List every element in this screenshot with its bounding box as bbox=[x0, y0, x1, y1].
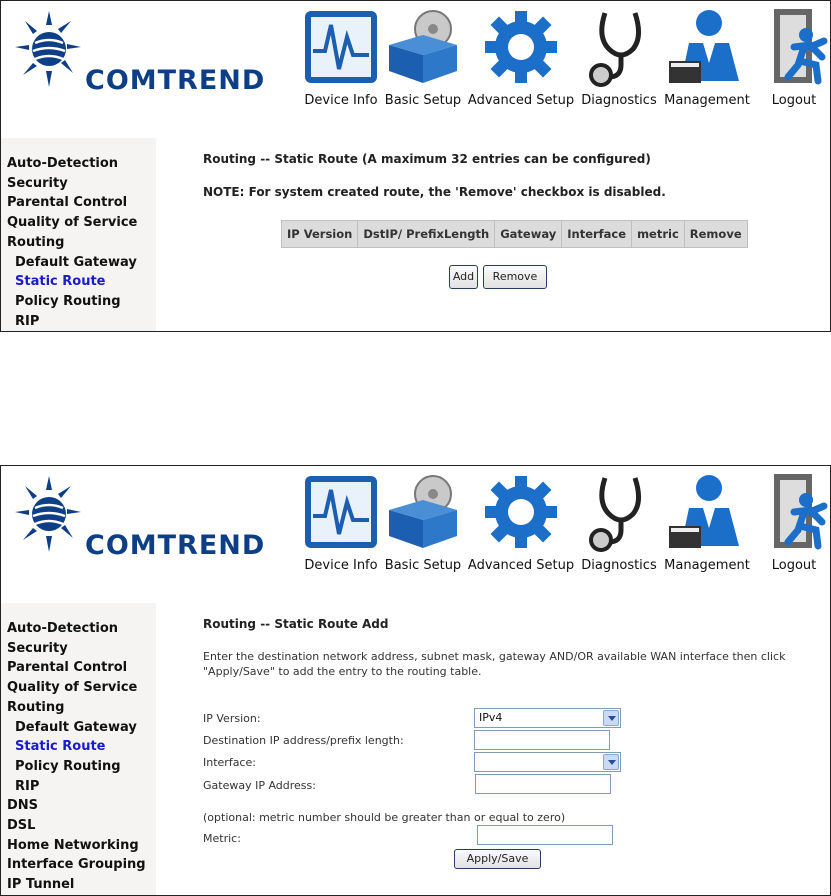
page-description: Enter the destination network address, subnet mask, gateway AND/OR available WAN interface then click "Apply/Save" to add the entry to the routing table. bbox=[203, 650, 786, 678]
management-icon bbox=[667, 7, 747, 87]
metric-label: Metric: bbox=[203, 832, 241, 845]
ip-version-label: IP Version: bbox=[203, 712, 261, 725]
static-route-table bbox=[281, 220, 748, 248]
nav-label: Basic Setup bbox=[384, 93, 462, 108]
nav-label: Basic Setup bbox=[384, 558, 462, 573]
logout-icon bbox=[754, 7, 831, 87]
sidebar-item-security[interactable]: Security bbox=[7, 175, 68, 191]
nav-label: Management bbox=[664, 93, 750, 108]
sidebar-item-parental-control[interactable]: Parental Control bbox=[7, 195, 128, 211]
sidebar-item-default-gateway[interactable]: Default Gateway bbox=[15, 719, 137, 735]
sidebar-item-routing[interactable]: Routing bbox=[7, 699, 65, 715]
sidebar-item-dns[interactable]: DNS bbox=[7, 798, 39, 814]
destination-label: Destination IP address/prefix length: bbox=[203, 734, 404, 747]
add-button[interactable]: Add bbox=[449, 265, 478, 289]
sidebar-item-home-networking[interactable]: Home Networking bbox=[7, 837, 139, 853]
sidebar bbox=[1, 138, 156, 331]
nav-label: Diagnostics bbox=[581, 93, 657, 108]
nav-basic-setup[interactable] bbox=[377, 7, 469, 117]
nav-advanced-setup[interactable] bbox=[467, 7, 575, 117]
sidebar-item-policy-routing[interactable]: Policy Routing bbox=[15, 293, 121, 309]
interface-select[interactable] bbox=[474, 752, 621, 772]
sidebar-item-parental-control[interactable]: Parental Control bbox=[7, 660, 128, 676]
apply-save-button[interactable]: Apply/Save bbox=[454, 849, 541, 869]
sidebar-item-routing[interactable]: Routing bbox=[7, 234, 65, 250]
comtrend-logo bbox=[13, 9, 283, 109]
page-title: Routing -- Static Route (A maximum 32 entries can be configured) bbox=[203, 152, 651, 166]
nav-label: Device Info bbox=[304, 93, 378, 108]
nav-logout[interactable] bbox=[748, 472, 831, 582]
sidebar-item-default-gateway[interactable]: Default Gateway bbox=[15, 254, 137, 270]
sidebar-item-quality-of-service[interactable]: Quality of Service bbox=[7, 680, 138, 696]
sidebar-item-auto-detection[interactable]: Auto-Detection bbox=[7, 156, 119, 171]
page-note: NOTE: For system created route, the 'Remove' checkbox is disabled. bbox=[203, 185, 666, 199]
management-icon bbox=[667, 472, 747, 552]
column-header: DstIP/ PrefixLength bbox=[358, 221, 495, 248]
sidebar-item-rip[interactable]: RIP bbox=[15, 313, 40, 329]
logo-text: COMTREND bbox=[85, 65, 266, 96]
sidebar bbox=[1, 603, 156, 895]
nav-label: Management bbox=[664, 558, 750, 573]
logo-burst-icon bbox=[13, 9, 83, 89]
nav-logout[interactable] bbox=[748, 7, 831, 117]
sidebar-item-quality-of-service[interactable]: Quality of Service bbox=[7, 215, 138, 231]
gateway-label: Gateway IP Address: bbox=[203, 779, 316, 792]
nav-label: Logout bbox=[771, 558, 817, 573]
column-header: IP Version bbox=[282, 221, 358, 248]
table-header-row bbox=[282, 221, 748, 248]
remove-button[interactable]: Remove bbox=[483, 265, 547, 289]
comtrend-logo bbox=[13, 474, 283, 574]
sidebar-item-static-route[interactable]: Static Route bbox=[15, 274, 106, 290]
sidebar-item-ip-tunnel[interactable]: IP Tunnel bbox=[7, 877, 75, 893]
nav-label: Logout bbox=[771, 93, 817, 108]
logo-text: COMTREND bbox=[85, 530, 266, 561]
logout-icon bbox=[754, 472, 831, 552]
main-content bbox=[156, 603, 830, 895]
sidebar-item-rip[interactable]: RIP bbox=[15, 778, 40, 794]
nav-label: Advanced Setup bbox=[467, 93, 575, 108]
logo-burst-icon bbox=[13, 474, 83, 554]
static-route-page bbox=[0, 0, 831, 332]
column-header: Remove bbox=[684, 221, 747, 248]
ip-version-select[interactable] bbox=[474, 708, 621, 728]
header-bar bbox=[1, 466, 830, 603]
sidebar-item-security[interactable]: Security bbox=[7, 640, 68, 656]
sidebar-item-dsl[interactable]: DSL bbox=[7, 818, 36, 834]
nav-label: Diagnostics bbox=[581, 558, 657, 573]
metric-hint: (optional: metric number should be greater than or equal to zero) bbox=[203, 811, 566, 824]
nav-label: Advanced Setup bbox=[467, 558, 575, 573]
sidebar-item-static-route[interactable]: Static Route bbox=[15, 739, 106, 755]
page-title: Routing -- Static Route Add bbox=[203, 617, 389, 631]
column-header: Interface bbox=[562, 221, 632, 248]
diagnostics-icon bbox=[579, 7, 659, 87]
metric-input[interactable] bbox=[477, 825, 613, 845]
chevron-down-icon bbox=[603, 754, 619, 770]
destination-input[interactable] bbox=[474, 730, 610, 750]
sidebar-item-interface-grouping[interactable]: Interface Grouping bbox=[7, 857, 146, 873]
device-info-icon bbox=[301, 472, 381, 552]
sidebar-item-auto-detection[interactable]: Auto-Detection bbox=[7, 621, 119, 636]
column-header: metric bbox=[632, 221, 685, 248]
static-route-add-page bbox=[0, 465, 831, 896]
basic-setup-icon bbox=[383, 472, 463, 552]
basic-setup-icon bbox=[383, 7, 463, 87]
advanced-setup-icon bbox=[481, 7, 561, 87]
advanced-setup-icon bbox=[481, 472, 561, 552]
ip-version-value: IPv4 bbox=[479, 711, 503, 724]
sidebar-item-policy-routing[interactable]: Policy Routing bbox=[15, 758, 121, 774]
interface-label: Interface: bbox=[203, 756, 256, 769]
main-content bbox=[156, 138, 830, 331]
device-info-icon bbox=[301, 7, 381, 87]
chevron-down-icon bbox=[603, 710, 619, 726]
nav-basic-setup[interactable] bbox=[377, 472, 469, 582]
diagnostics-icon bbox=[579, 472, 659, 552]
gateway-input[interactable] bbox=[475, 774, 611, 794]
nav-advanced-setup[interactable] bbox=[467, 472, 575, 582]
column-header: Gateway bbox=[495, 221, 562, 248]
nav-label: Device Info bbox=[304, 558, 378, 573]
header-bar bbox=[1, 1, 830, 138]
